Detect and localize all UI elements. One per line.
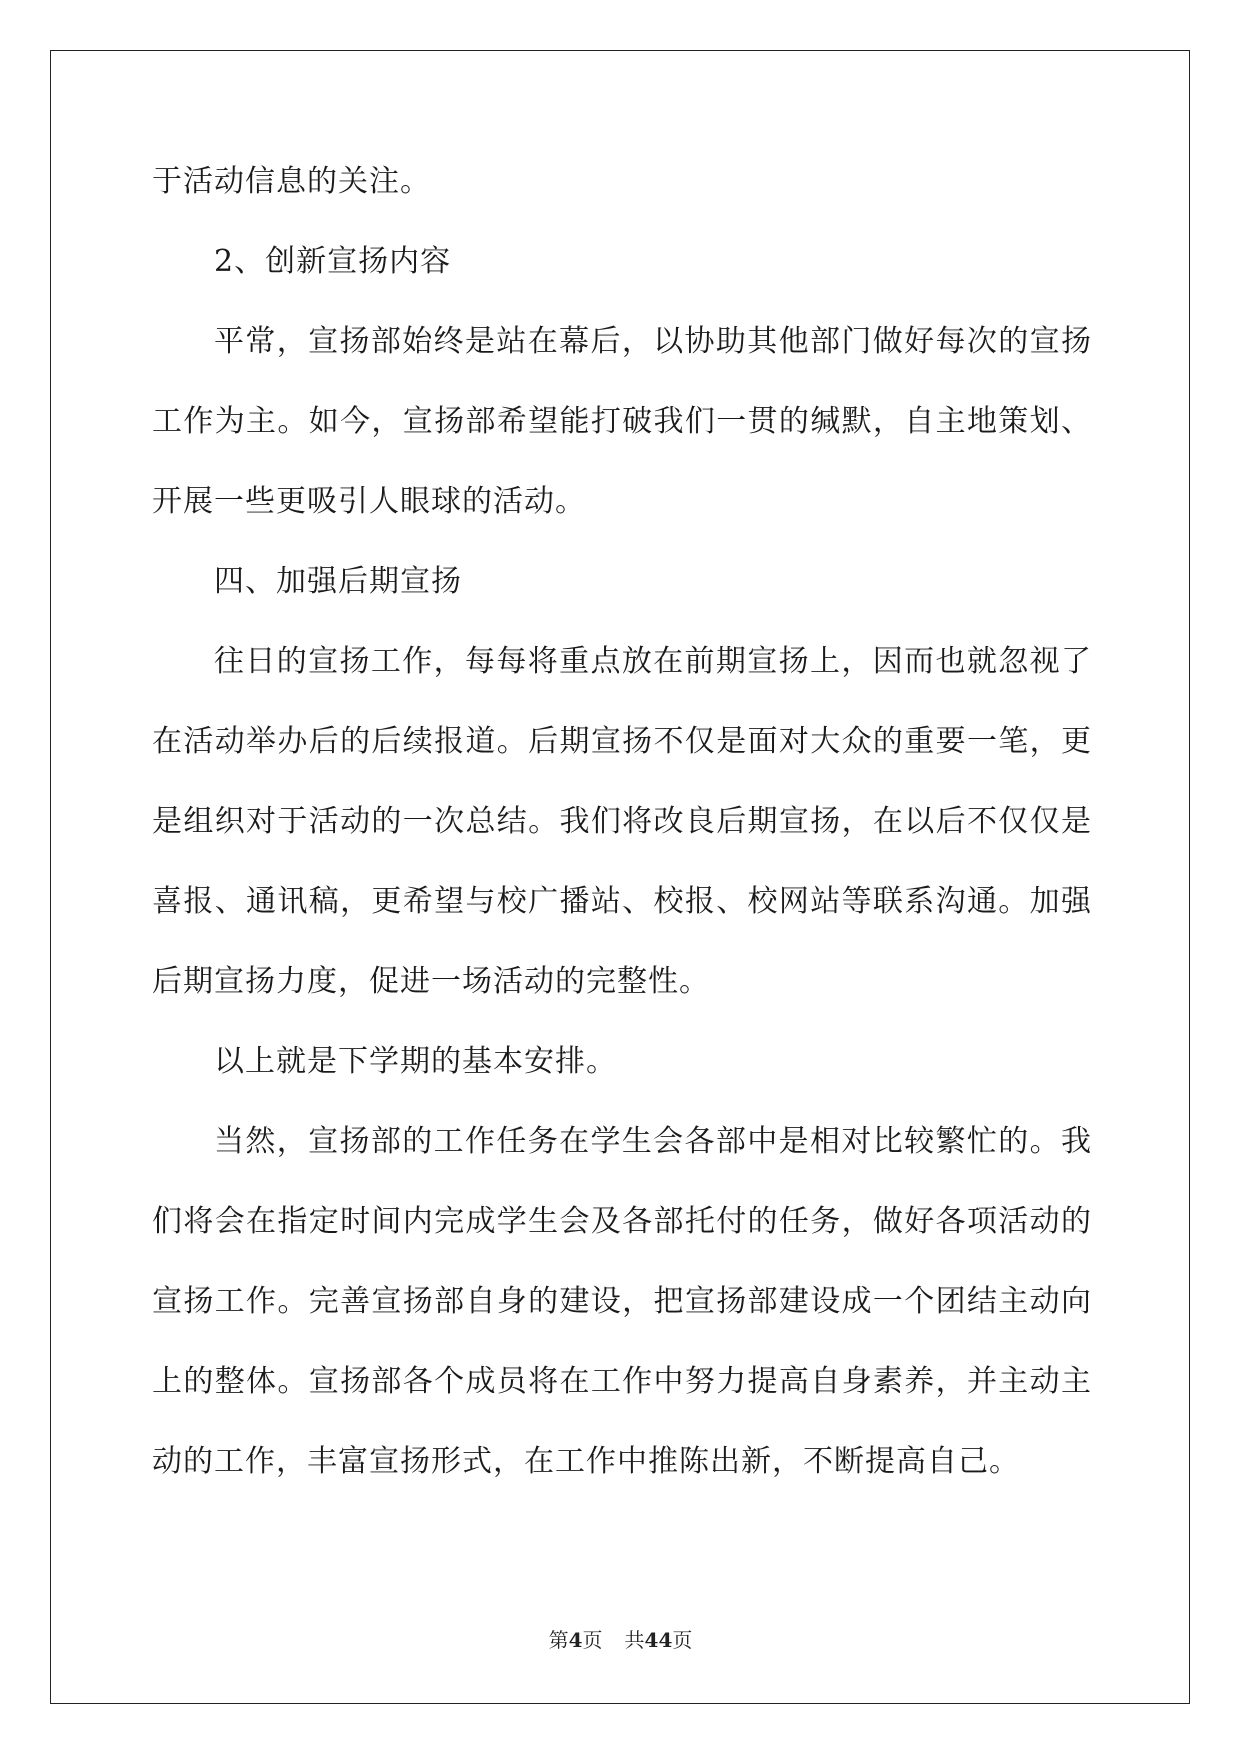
paragraph-line: 宣扬工作。完善宣扬部自身的建设，把宣扬部建设成一个团结主动向 <box>152 1284 1092 1319</box>
paragraph-line: 上的整体。宣扬部各个成员将在工作中努力提高自身素养，并主动主 <box>152 1364 1092 1399</box>
paragraph-line: 后期宣扬力度，促进一场活动的完整性。 <box>152 964 710 999</box>
page-footer <box>0 1624 1241 1653</box>
paragraph-line: 工作为主。如今，宣扬部希望能打破我们一贯的缄默，自主地策划、 <box>152 404 1092 439</box>
section-heading: 四、加强后期宣扬 <box>214 564 462 599</box>
paragraph-line: 是组织对于活动的一次总结。我们将改良后期宣扬，在以后不仅仅是 <box>152 804 1092 839</box>
paragraph-line: 平常，宣扬部始终是站在幕后，以协助其他部门做好每次的宣扬 <box>214 324 1092 359</box>
paragraph-line: 当然，宣扬部的工作任务在学生会各部中是相对比较繁忙的。我 <box>214 1124 1092 1159</box>
page-number: 4 <box>568 1628 583 1652</box>
page-suffix: 页 <box>582 1628 603 1652</box>
paragraph-line: 往日的宣扬工作，每每将重点放在前期宣扬上，因而也就忽视了 <box>214 644 1092 679</box>
paragraph-line: 们将会在指定时间内完成学生会及各部托付的任务，做好各项活动的 <box>152 1204 1092 1239</box>
page-prefix: 第 <box>548 1628 569 1652</box>
paragraph-line: 以上就是下学期的基本安排。 <box>214 1044 617 1079</box>
paragraph-line: 在活动举办后的后续报道。后期宣扬不仅是面对大众的重要一笔，更 <box>152 724 1092 759</box>
paragraph-line: 开展一些更吸引人眼球的活动。 <box>152 484 586 519</box>
total-pages: 44 <box>644 1628 673 1652</box>
text-line: 于活动信息的关注。 <box>152 164 431 199</box>
document-body <box>152 162 1092 1522</box>
total-prefix: 共 <box>624 1628 645 1652</box>
section-heading: 2、创新宣扬内容 <box>214 244 452 279</box>
paragraph-line: 喜报、通讯稿，更希望与校广播站、校报、校网站等联系沟通。加强 <box>152 884 1092 919</box>
paragraph-line: 动的工作，丰富宣扬形式，在工作中推陈出新，不断提高自己。 <box>152 1444 1020 1479</box>
total-suffix: 页 <box>672 1628 693 1652</box>
